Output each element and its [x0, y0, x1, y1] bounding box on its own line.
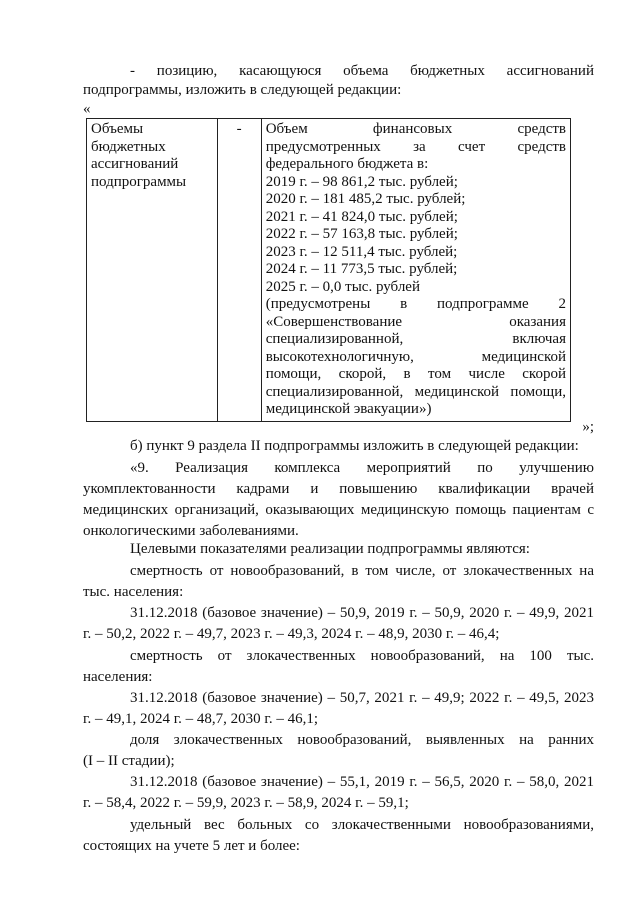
content-line: федерального бюджета в: — [265, 156, 429, 172]
content-line: «Совершенствование оказания — [265, 313, 566, 330]
content-line: предусмотренных за счет средств — [265, 138, 566, 155]
content-line: специализированной, медицинской помощи, — [265, 383, 566, 400]
paragraph-b: б) пункт 9 раздела II подпрограммы изложить в следующей редакции: — [130, 438, 579, 454]
metric-3-line-1: доля злокачественных новообразований, выявленных на ранних — [130, 732, 594, 748]
label-line: Объемы — [91, 121, 144, 137]
metric-3-line-2: (I – II стадии); — [83, 753, 175, 769]
values-3-line-1: 31.12.2018 (базовое значение) – 55,1, 2019 г. – 56,5, 2020 г. – 58,0, 2021 — [130, 774, 594, 790]
content-line: (предусмотрены в подпрограмме 2 — [265, 296, 566, 312]
content-line: Объем финансовых средств — [265, 121, 566, 137]
content-line: 2024 г. – 11 773,5 тыс. рублей; — [265, 261, 458, 277]
content-line: 2020 г. – 181 485,2 тыс. рублей; — [265, 191, 466, 207]
budget-table — [86, 118, 571, 422]
values-1-line-1: 31.12.2018 (базовое значение) – 50,9, 2019 г. – 50,9, 2020 г. – 49,9, 2021 — [130, 605, 594, 621]
content-line: 2021 г. – 41 824,0 тыс. рублей; — [265, 208, 458, 225]
values-1-line-2: г. – 50,2, 2022 г. – 49,7, 2023 г. – 49,3, 2024 г. – 48,9, 2030 г. – 46,4; — [83, 626, 500, 642]
metric-2-line-1: смертность от злокачественных новообразований, на 100 тыс. — [130, 648, 594, 664]
item-9-line-3: медицинских организаций, оказывающих медицинскую помощь пациентам с — [83, 502, 594, 518]
table-label-cell — [87, 119, 218, 422]
metric-2-line-2: населения: — [83, 669, 153, 685]
table-dash-cell — [217, 119, 261, 422]
item-9-line-2: укомплектованности кадрами и повышению квалификации врачей — [83, 481, 594, 497]
metric-1-line-1: смертность от новообразований, в том числе, от злокачественных на — [130, 563, 594, 579]
content-line: высокотехнологичную, медицинской — [265, 348, 566, 365]
label-line: ассигнований — [91, 156, 179, 172]
metric-4-line-1: удельный вес больных со злокачественными новообразованиями, — [130, 817, 594, 833]
content-line: специализированной, включая — [265, 331, 566, 347]
intro-line-2: подпрограммы, изложить в следующей редакции: — [83, 82, 402, 98]
item-9-line-4: онкологическими заболеваниями. — [83, 523, 299, 539]
label-line: бюджетных — [91, 138, 166, 155]
table-content-cell — [261, 119, 570, 422]
values-3-line-2: г. – 58,4, 2022 г. – 59,9, 2023 г. – 58,9, 2024 г. – 59,1; — [83, 795, 409, 811]
values-2-line-1: 31.12.2018 (базовое значение) – 50,7, 2021 г. – 49,9; 2022 г. – 49,5, 2023 — [130, 690, 594, 706]
content-line: 2022 г. – 57 163,8 тыс. рублей; — [265, 226, 458, 242]
content-line: 2025 г. – 0,0 тыс. рублей — [265, 278, 420, 295]
quote-close: »; — [582, 419, 594, 435]
budget-table-row — [87, 119, 571, 422]
content-line: 2019 г. – 98 861,2 тыс. рублей; — [265, 173, 458, 190]
content-line: 2023 г. – 12 511,4 тыс. рублей; — [265, 243, 458, 260]
item-9-line-1: «9. Реализация комплекса мероприятий по улучшению — [130, 460, 594, 476]
content-line: помощи, скорой, в том числе скорой — [265, 366, 566, 382]
dash: - — [236, 121, 242, 137]
metric-1-line-2: тыс. населения: — [83, 584, 184, 600]
values-2-line-2: г. – 49,1, 2024 г. – 48,7, 2030 г. – 46,1; — [83, 711, 319, 727]
intro-line-1: - позицию, касающуюся объема бюджетных ассигнований — [130, 63, 594, 79]
metric-4-line-2: состоящих на учете 5 лет и более: — [83, 838, 300, 854]
label-line: подпрограммы — [91, 173, 187, 190]
targets-heading: Целевыми показателями реализации подпрограммы являются: — [130, 541, 530, 557]
content-line: медицинской эвакуации») — [265, 401, 432, 417]
quote-open: « — [83, 101, 91, 117]
